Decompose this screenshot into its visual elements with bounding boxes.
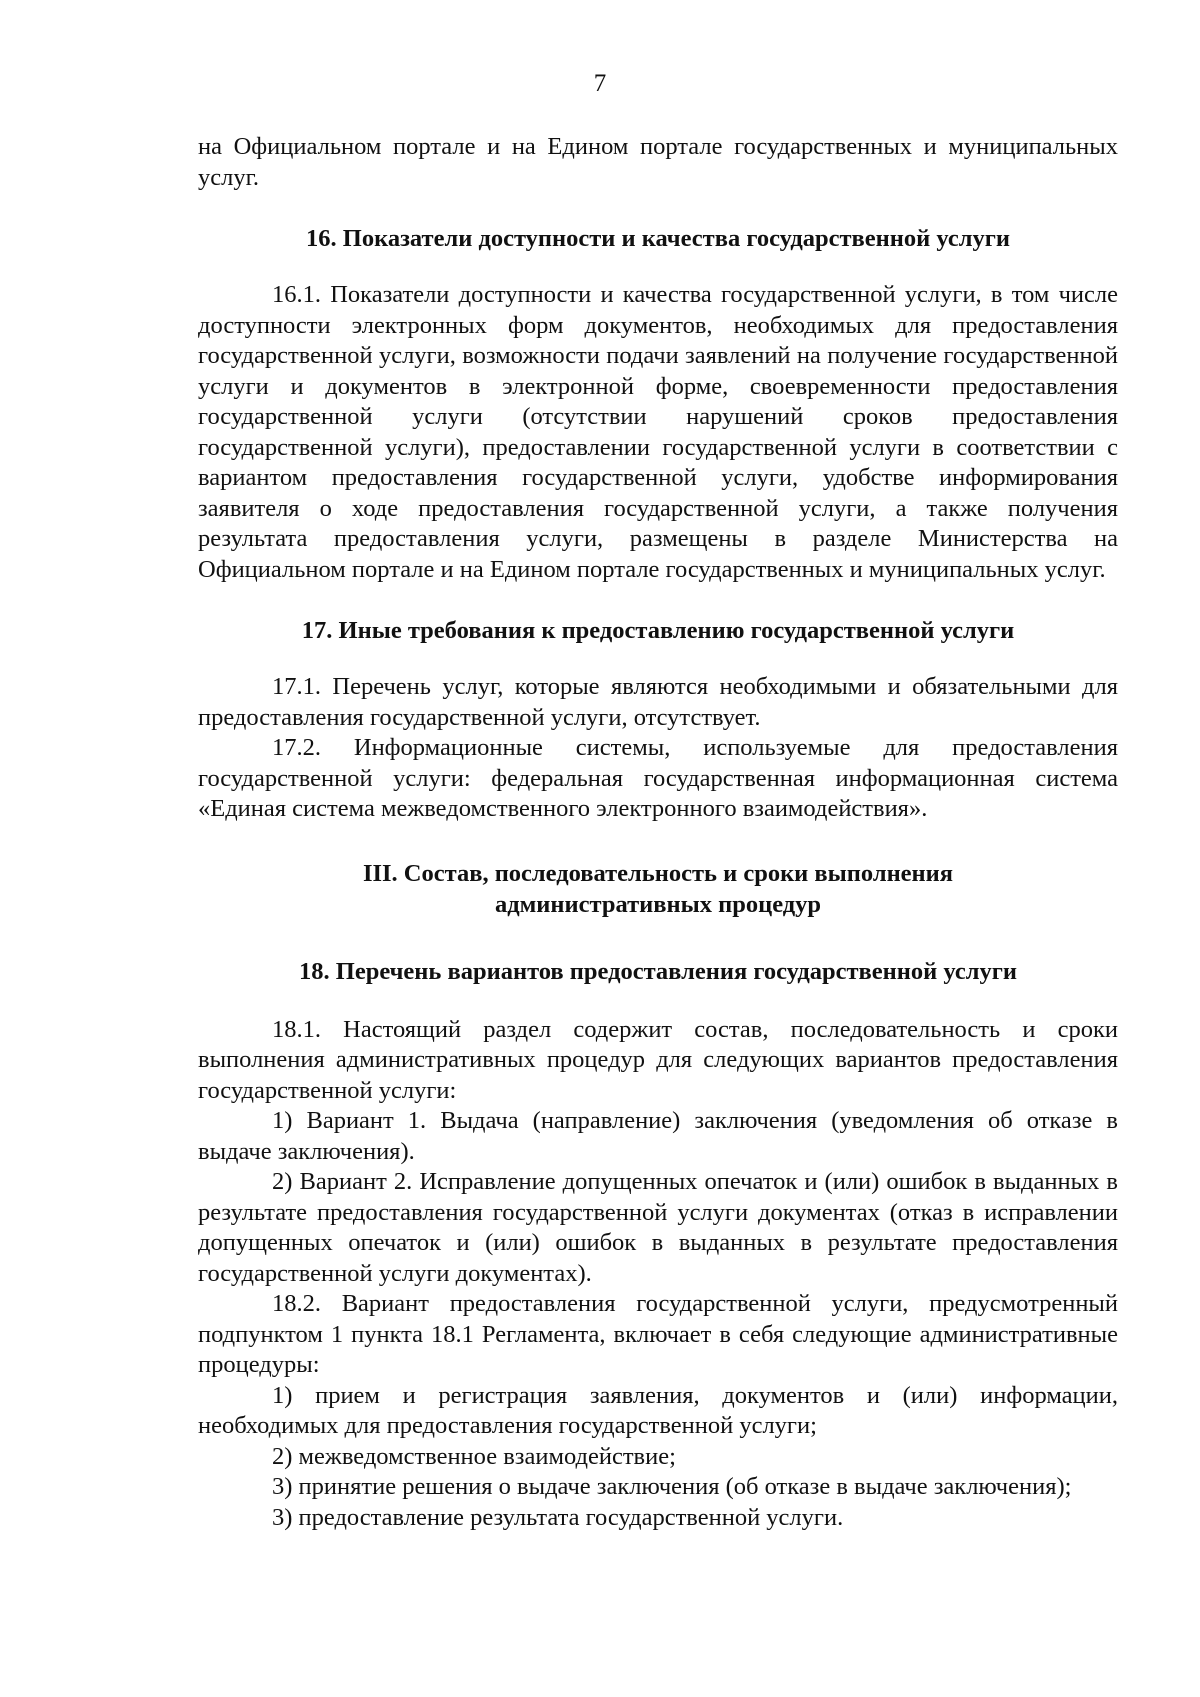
- procedure-item-3: 3) принятие решения о выдаче заключения (об отказе в выдаче заключения);: [272, 1473, 1072, 1500]
- procedure-item-4: 3) предоставление результата государственной услуги.: [272, 1503, 844, 1531]
- paragraph-18-1: 18.1. Настоящий раздел содержит состав, последовательность и сроки выполнения административных процедур для следующих вариантов предоставления государственной услуги:: [198, 1015, 1118, 1104]
- page-number: 7: [593, 70, 607, 97]
- variant-2-item: 2) Вариант 2. Исправление допущенных опечаток и (или) ошибок в выданных в результате предоставления государственной услуги документах (отказ в исправлении допущенных опечаток и (или) ошибок в выданных в результате предоставления государственной услуги документах).: [198, 1168, 1118, 1287]
- document-body: [198, 132, 1118, 1533]
- chapter-3-heading: [198, 858, 1118, 920]
- procedure-item-1: 1) прием и регистрация заявления, документов и (или) информации, необходимых для предоставления государственной услуги;: [198, 1381, 1118, 1439]
- paragraph-17-1: 17.1. Перечень услуг, которые являются необходимыми и обязательными для предоставления государственной услуги, отсутствует.: [198, 673, 1118, 731]
- chapter-3-heading-line1: III. Состав, последовательность и сроки выполнения: [362, 859, 954, 887]
- paragraph-17-2: 17.2. Информационные системы, используемые для предоставления государственной услуги: федеральная государственная информационная система «Единая система межведомственного электронного взаимодействия».: [198, 734, 1118, 822]
- variant-1-item: 1) Вариант 1. Выдача (направление) заключения (уведомления об отказе в выдаче заключения).: [198, 1107, 1118, 1165]
- section-17-heading: 17. Иные требования к предоставлению государственной услуги: [301, 617, 1015, 644]
- procedure-item-2: 2) межведомственное взаимодействие;: [272, 1442, 676, 1470]
- paragraph-18-2: 18.2. Вариант предоставления государственной услуги, предусмотренный подпунктом 1 пункта 18.1 Регламента, включает в себя следующие административные процедуры:: [198, 1290, 1118, 1378]
- paragraph-16-1: 16.1. Показатели доступности и качества государственной услуги, в том числе доступности электронных форм документов, необходимых для предоставления государственной услуги, возможности подачи заявлений на получение государственной услуги и документов в электронной форме, своевременности предоставления государственной услуги (отсутствии нарушений сроков предоставления государственной услуги), предоставлении государственной услуги в соответствии с вариантом предоставления государственной услуги, удобстве информирования заявителя о ходе предоставления государственной услуги, а также получения результата предоставления услуги, размещены в разделе Министерства на Официальном портале и на Едином портале государственных и муниципальных услуг.: [198, 281, 1118, 583]
- intro-paragraph: на Официальном портале и на Едином портале государственных и муниципальных услуг.: [198, 133, 1118, 191]
- section-18-heading: 18. Перечень вариантов предоставления государственной услуги: [299, 957, 1017, 985]
- section-16-heading: 16. Показатели доступности и качества государственной услуги: [306, 225, 1010, 252]
- chapter-3-heading-line2: административных процедур: [494, 890, 822, 918]
